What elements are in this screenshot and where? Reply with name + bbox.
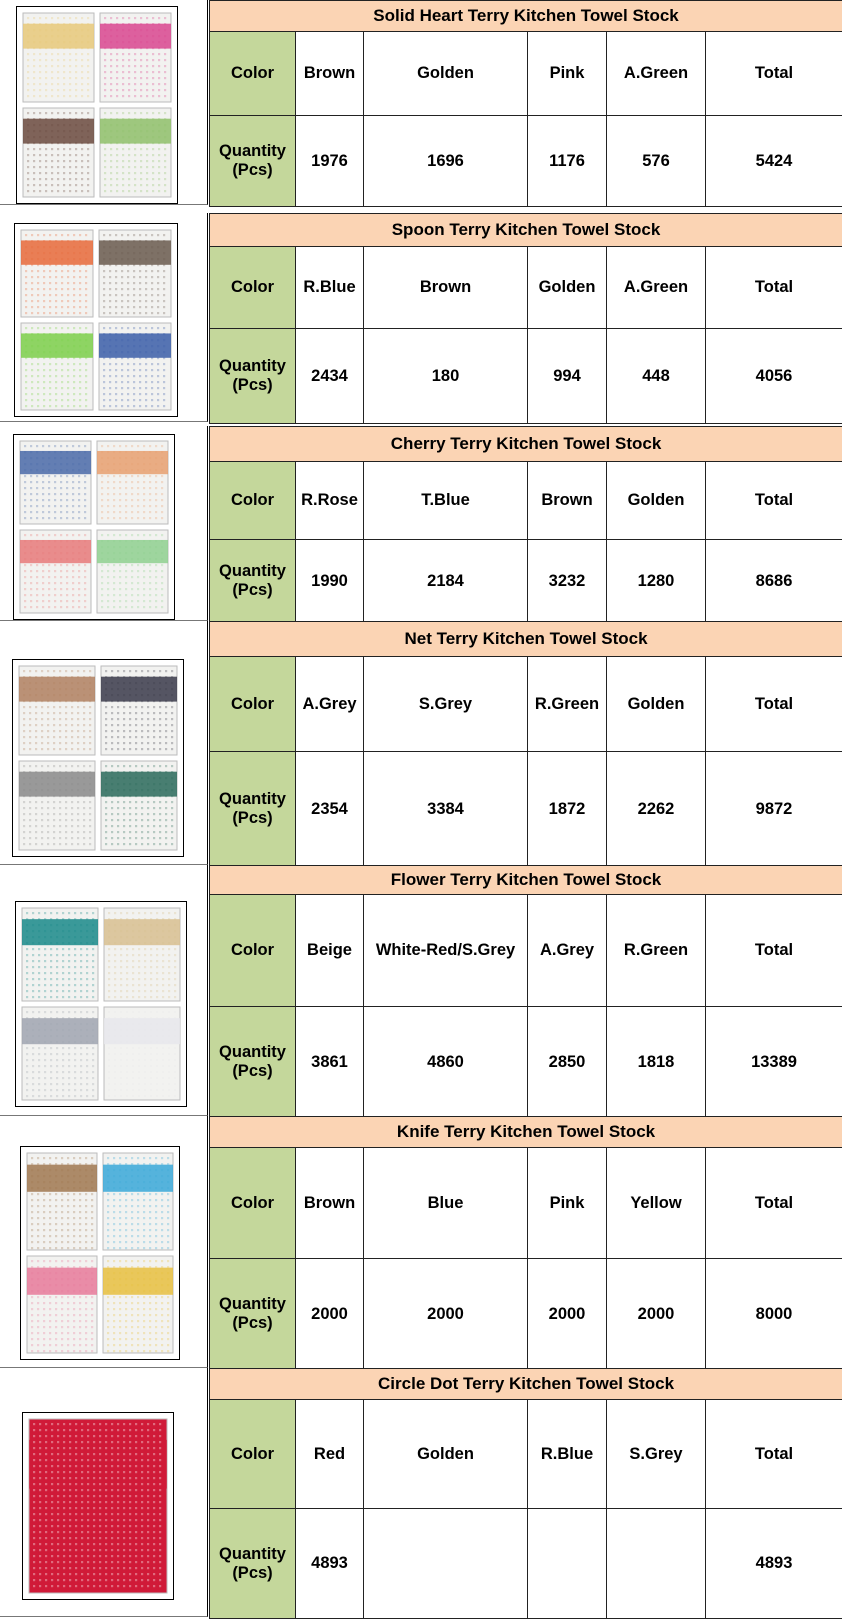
towel-swatch [23,108,94,197]
total-header-cell: Total [706,1400,842,1509]
stock-table [209,621,842,867]
quantity-row-label [210,540,296,623]
quantity-cell: 1176 [528,116,607,207]
stock-section [0,0,842,205]
total-header-cell: Total [706,247,842,329]
quantity-row-label [210,1007,296,1118]
towel-swatch [99,323,171,410]
color-name-cell: R.Blue [296,247,364,329]
color-row-label: Color [210,462,296,540]
quantity-label-line2: (Pcs) [212,1062,293,1081]
total-quantity-cell: 9872 [706,752,842,867]
product-photo [15,901,187,1107]
color-name-cell: R.Green [607,895,706,1007]
towel-swatch [104,1007,180,1100]
towel-photo-icon [14,435,174,619]
color-name-cell: Golden [528,247,607,329]
quantity-cell: 2000 [364,1259,528,1370]
color-row-label: Color [210,1400,296,1509]
stock-table [209,426,842,623]
color-name-cell: S.Grey [364,657,528,752]
section-title: Solid Heart Terry Kitchen Towel Stock [210,1,842,32]
total-quantity-cell: 5424 [706,116,842,207]
total-quantity-cell: 8686 [706,540,842,623]
quantity-row-label [210,752,296,867]
product-photo [22,1412,174,1600]
total-header-cell: Total [706,462,842,540]
color-name-cell: Pink [528,1148,607,1259]
total-quantity-cell: 4056 [706,329,842,424]
quantity-label-line1: Quantity [212,142,293,161]
stock-table [209,213,842,424]
product-image-cell [0,213,208,422]
total-quantity-cell: 13389 [706,1007,842,1118]
quantity-cell: 3232 [528,540,607,623]
color-name-cell: Brown [364,247,528,329]
towel-swatch [97,441,168,524]
color-name-cell: R.Blue [528,1400,607,1509]
quantity-row-label [210,329,296,424]
quantity-label-line2: (Pcs) [212,161,293,180]
total-quantity-cell: 8000 [706,1259,842,1370]
quantity-cell [528,1509,607,1619]
section-title: Circle Dot Terry Kitchen Towel Stock [210,1369,842,1400]
total-header-cell: Total [706,657,842,752]
quantity-cell: 180 [364,329,528,424]
color-name-cell: A.Green [607,32,706,116]
stock-section [0,213,842,422]
product-photo [13,434,175,620]
quantity-cell: 448 [607,329,706,424]
towel-photo-icon [15,224,177,416]
color-name-cell: Brown [528,462,607,540]
quantity-cell: 2000 [528,1259,607,1370]
color-name-cell: Golden [607,462,706,540]
quantity-label-line2: (Pcs) [212,1564,293,1583]
stock-section [0,1116,842,1368]
product-image-cell [0,621,208,865]
product-photo [12,659,184,857]
color-row-label: Color [210,247,296,329]
color-name-cell: A.Grey [528,895,607,1007]
towel-swatch [23,13,94,102]
color-row-label: Color [210,1148,296,1259]
color-name-cell: S.Grey [607,1400,706,1509]
stock-section [0,1368,842,1617]
quantity-label-line2: (Pcs) [212,376,293,395]
color-name-cell: Golden [364,1400,528,1509]
quantity-cell: 1872 [528,752,607,867]
section-title: Net Terry Kitchen Towel Stock [210,622,842,657]
quantity-row-label [210,116,296,207]
section-title: Cherry Terry Kitchen Towel Stock [210,427,842,462]
product-image-cell [0,0,208,205]
towel-swatch [22,1007,98,1100]
section-title: Flower Terry Kitchen Towel Stock [210,866,842,895]
quantity-row-label [210,1259,296,1370]
quantity-cell: 1696 [364,116,528,207]
quantity-cell [364,1509,528,1619]
towel-swatch [99,230,171,317]
quantity-row-label [210,1509,296,1619]
stock-table [209,1116,842,1370]
product-photo [20,1146,180,1360]
quantity-label-line2: (Pcs) [212,809,293,828]
product-image-cell [0,1368,208,1617]
color-name-cell: Pink [528,32,607,116]
quantity-label-line1: Quantity [212,1043,293,1062]
product-photo [16,6,178,204]
stock-section [0,865,842,1116]
towel-swatch [22,908,98,1001]
color-name-cell: Brown [296,32,364,116]
towel-swatch [19,666,95,755]
color-name-cell: Golden [364,32,528,116]
quantity-label-line2: (Pcs) [212,1314,293,1333]
quantity-label-line1: Quantity [212,562,293,581]
quantity-cell: 4893 [296,1509,364,1619]
towel-swatch [103,1256,173,1353]
towel-photo-icon [16,902,186,1106]
color-name-cell: A.Grey [296,657,364,752]
total-header-cell: Total [706,1148,842,1259]
stock-table [209,0,842,207]
color-name-cell: Blue [364,1148,528,1259]
quantity-cell: 3384 [364,752,528,867]
towel-swatch [104,908,180,1001]
color-name-cell: R.Green [528,657,607,752]
quantity-cell: 2850 [528,1007,607,1118]
quantity-label-line1: Quantity [212,1545,293,1564]
color-name-cell: Beige [296,895,364,1007]
quantity-cell: 2000 [607,1259,706,1370]
quantity-cell: 4860 [364,1007,528,1118]
towel-swatch [103,1153,173,1250]
section-title: Spoon Terry Kitchen Towel Stock [210,214,842,247]
towel-swatch [20,441,91,524]
quantity-cell [607,1509,706,1619]
towel-swatch [29,1419,167,1593]
quantity-label-line1: Quantity [212,357,293,376]
color-name-cell: A.Green [607,247,706,329]
color-name-cell: Golden [607,657,706,752]
color-row-label: Color [210,657,296,752]
towel-swatch [101,666,177,755]
quantity-cell: 1818 [607,1007,706,1118]
color-name-cell: Red [296,1400,364,1509]
towel-swatch [100,108,171,197]
stock-table [209,865,842,1118]
stock-section [0,621,842,865]
color-name-cell: T.Blue [364,462,528,540]
quantity-cell: 576 [607,116,706,207]
product-image-cell [0,426,208,621]
quantity-cell: 3861 [296,1007,364,1118]
color-name-cell: Brown [296,1148,364,1259]
quantity-label-line1: Quantity [212,790,293,809]
quantity-label-line2: (Pcs) [212,581,293,600]
towel-swatch [100,13,171,102]
quantity-cell: 1990 [296,540,364,623]
towel-swatch [19,761,95,850]
towel-swatch [21,230,93,317]
total-quantity-cell: 4893 [706,1509,842,1619]
quantity-cell: 2184 [364,540,528,623]
total-header-cell: Total [706,895,842,1007]
stock-table [209,1368,842,1619]
towel-photo-icon [21,1147,179,1359]
quantity-cell: 2434 [296,329,364,424]
product-image-cell [0,1116,208,1368]
towel-photo-icon [13,660,183,856]
towel-swatch [21,323,93,410]
quantity-label-line1: Quantity [212,1295,293,1314]
total-header-cell: Total [706,32,842,116]
color-name-cell: White-Red/S.Grey [364,895,528,1007]
towel-swatch [27,1256,97,1353]
quantity-cell: 1976 [296,116,364,207]
color-row-label: Color [210,32,296,116]
quantity-cell: 2000 [296,1259,364,1370]
towel-photo-icon [17,7,177,203]
towel-swatch [27,1153,97,1250]
quantity-cell: 2262 [607,752,706,867]
towel-swatch [101,761,177,850]
product-photo [14,223,178,417]
color-name-cell: R.Rose [296,462,364,540]
towel-swatch [20,530,91,613]
towel-photo-icon [23,1413,173,1599]
towel-swatch [97,530,168,613]
quantity-cell: 1280 [607,540,706,623]
color-name-cell: Yellow [607,1148,706,1259]
section-title: Knife Terry Kitchen Towel Stock [210,1117,842,1148]
quantity-cell: 994 [528,329,607,424]
stock-section [0,426,842,621]
product-image-cell [0,865,208,1116]
quantity-cell: 2354 [296,752,364,867]
color-row-label: Color [210,895,296,1007]
